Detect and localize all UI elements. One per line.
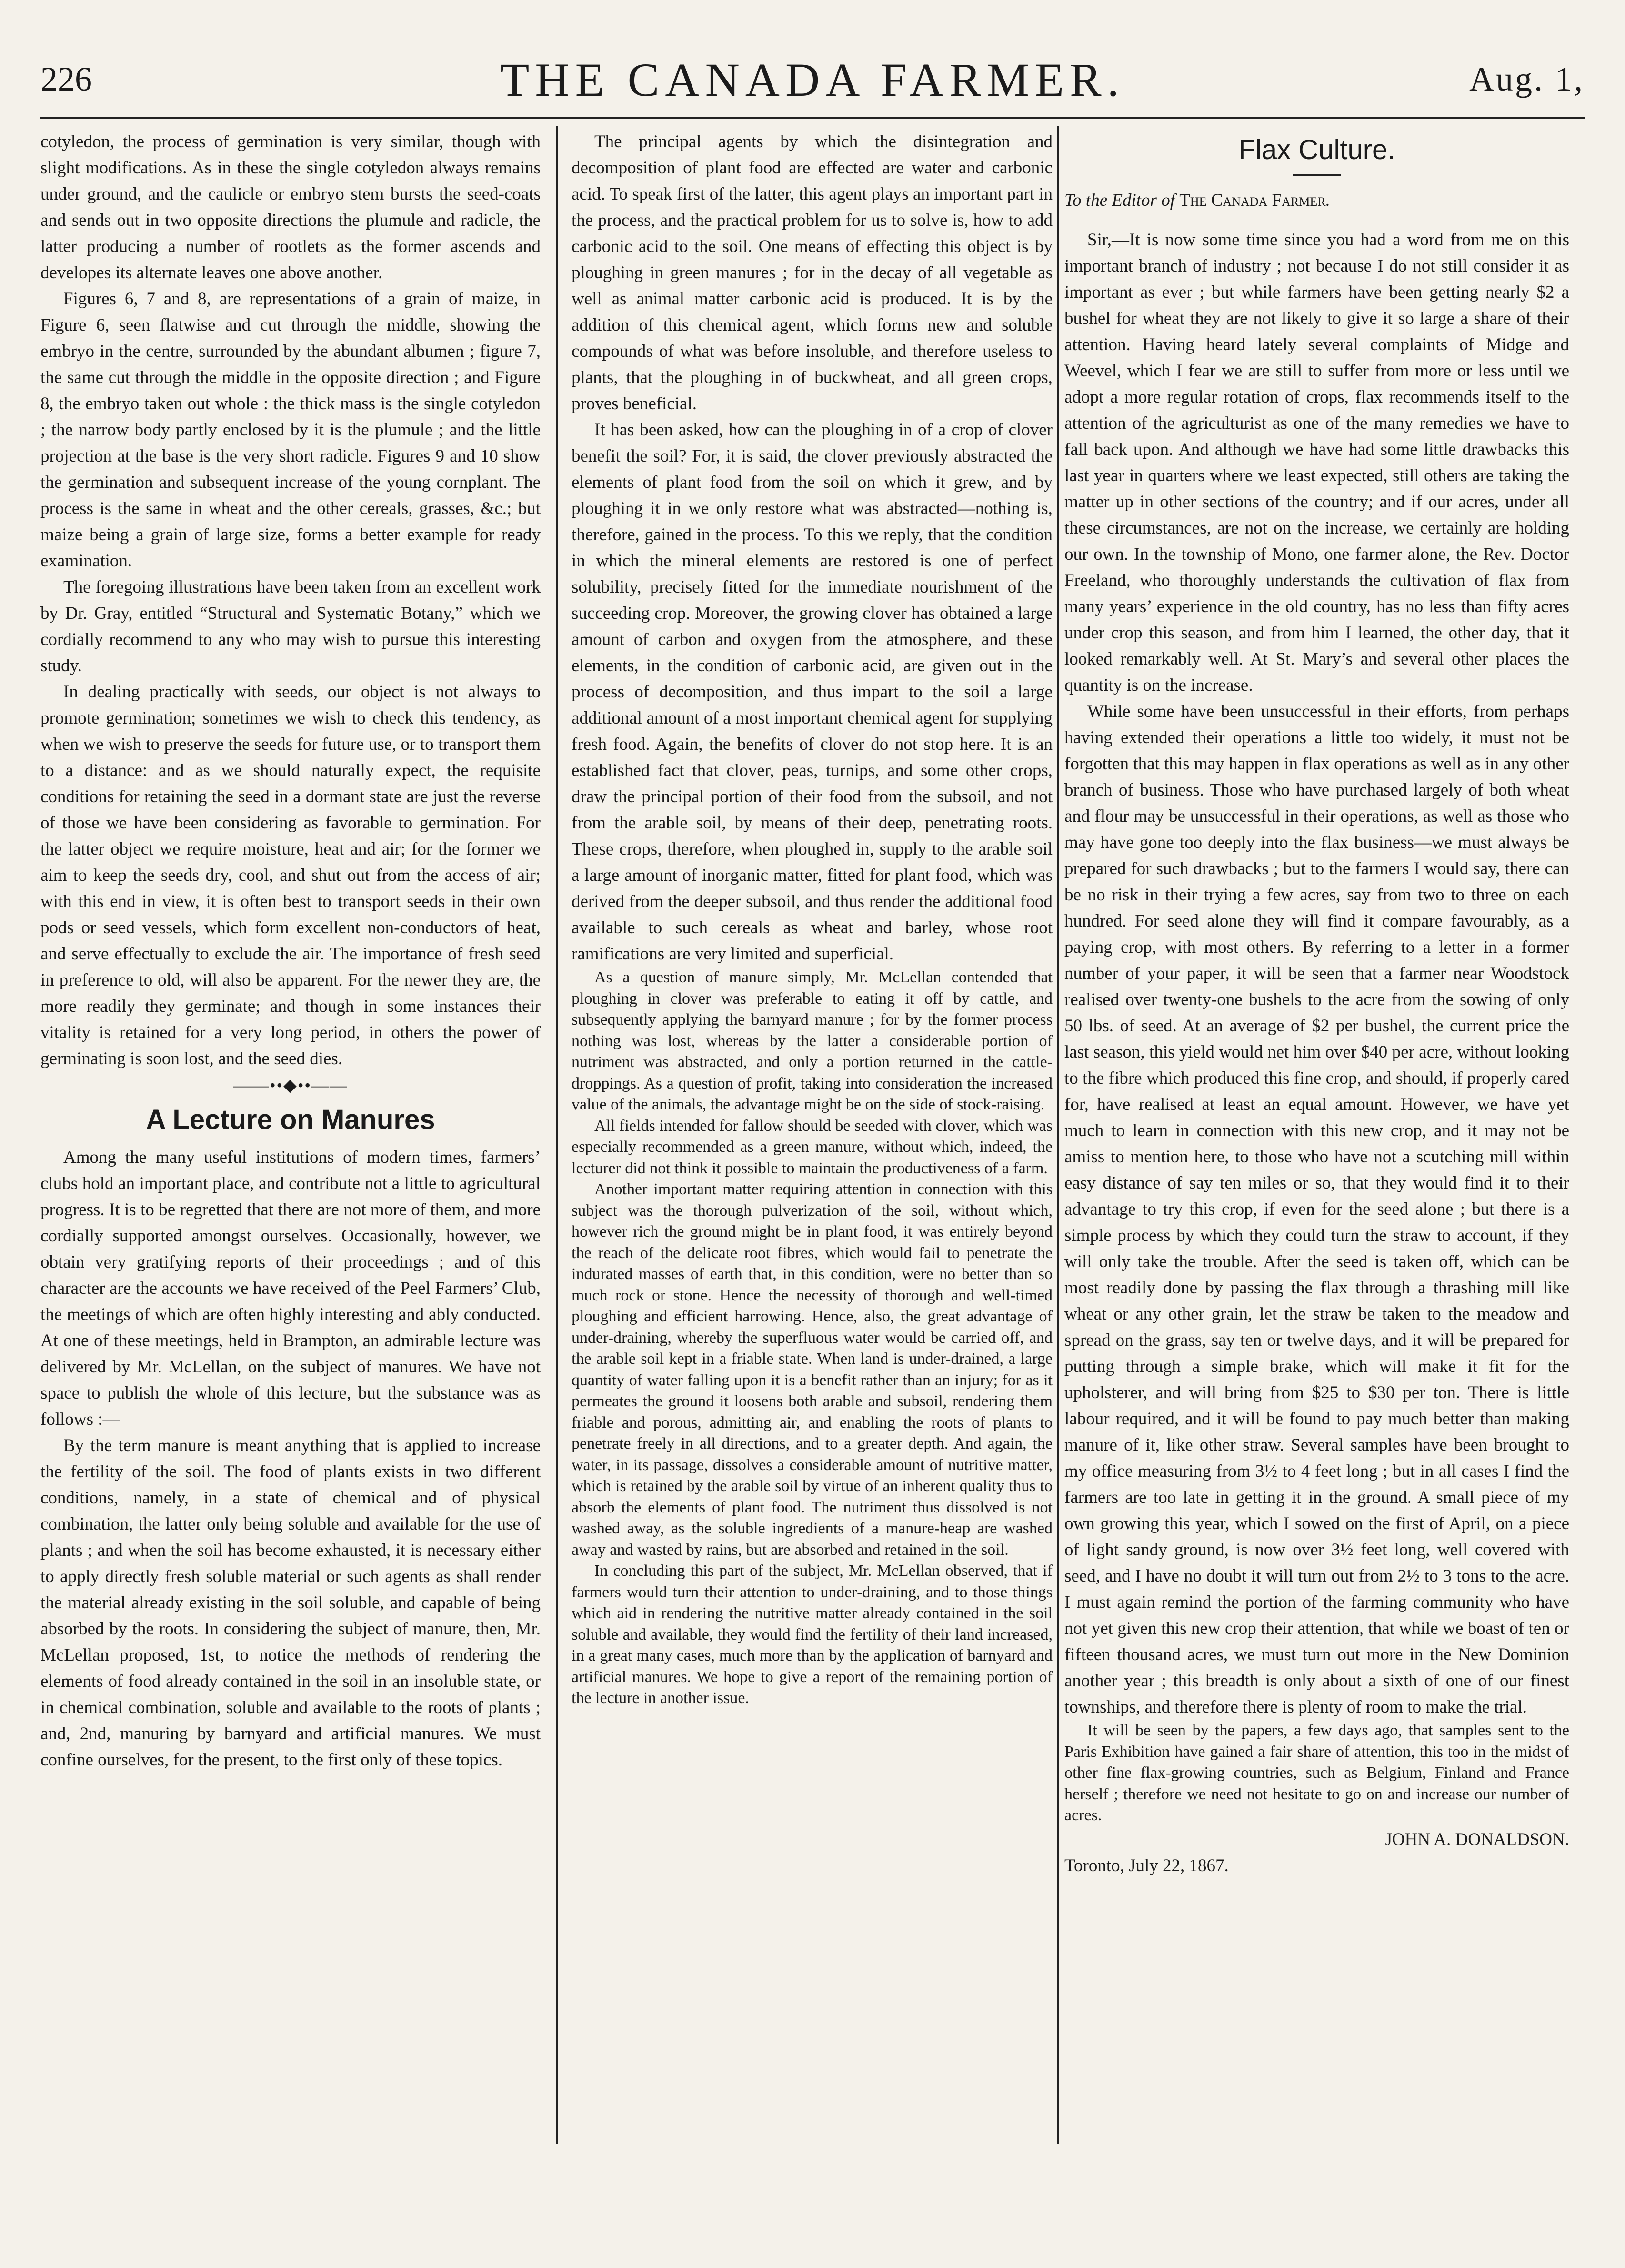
salutation-prefix: To the Editor of: [1064, 191, 1175, 210]
column-rule-1: [556, 126, 558, 2144]
column-right: [1064, 129, 1569, 1879]
paragraph: While some have been unsuccessful in their efforts, from perhaps having extended their operations a little too widely, it must not be forgotten that this may happen in flax operations as well as in any other branch of business. Those who have purchased largely of both wheat and flour may be unsuccessful in their operations, as well as those who may have gone too deeply into the flax business—we must always be prepared for such drawbacks ; but to the farmers I would say, there can be no risk in their trying a few acres, say from two to three on each hundred. For seed alone they will find it compare favourably, as a paying crop, with most others. By referring to a letter in a former number of your paper, it will be seen that a farmer near Woodstock realised over twenty-one bushels to the acre from the sowing of only 50 lbs. of seed. At an average of $2 per bushel, the current price the last season, this yield would net him over $40 per acre, without looking to the fibre which produced this fine crop, and should, if properly cared for, have realised at least an equal amount. However, we have yet much to learn in connection with this new crop, and it may not be amiss to mention here, to those who have not a scutching mill within easy distance of say ten miles or so, that they would find it to their advantage to try this crop, if even for the seed alone ; but there is a simple process by which they could turn the straw to account, if they will only take the trouble. After the seed is taken off, which can be most readily done by passing the flax through a thrashing mill like wheat or any other grain, let the straw be taken to the meadow and spread on the grass, say ten or twelve days, and it will be prepared for putting through a simple brake, which will make it fit for the upholsterer, and will bring from $25 to $30 per ton. There is little labour required, and it will be found to pay much better than making manure of it, like other straw. Several samples have been brought to my office measuring from 3½ to 4 feet long ; but in all cases I find the farmers are too late in getting it in the ground. A small piece of my own growing this year, which I sowed on the first of April, on a piece of light sandy ground, is now over 3½ feet long, well covered with seed, and I have no doubt it will turn out from 2½ to 3 tons to the acre. I must again remind the portion of the farming community who have not yet given this new crop their attention, that while we boast of ten or fifteen thousand acres, we must turn out more in the New Dominion another year ; this breadth is only about a sixth of one of our finest townships, and therefore there is plenty of room to make the trial.: [1064, 702, 1569, 1717]
paragraph: The foregoing illustrations have been taken from an excellent work by Dr. Gray, entitled “Structural and Systematic Botany,” which we cordially recommend to any who may wish to pursue this interesting study.: [40, 577, 541, 675]
paragraph: In concluding this part of the subject, Mr. McLellan observed, that if farmers would turn their attention to under-draining, and to those things which aid in rendering the nutritive matter already contained in the soil soluble and available, they would find the fertility of their land increased, in a great many cases, much more than by the application of barnyard and artificial manures. We hope to give a report of the remaining portion of the lecture in another issue.: [572, 1562, 1053, 1707]
page-header: [40, 52, 1585, 110]
paragraph: By the term manure is meant anything that is applied to increase the fertility of the soil. The food of plants exists in two different conditions, namely, in a state of chemical and of physical combination, the latter only being soluble and available for the use of plants ; and when the soil has become exhausted, it is necessary either to apply directly fresh soluble material or such agents as shall render the material already existing in the soil soluble, and capable of being absorbed by the roots. In considering the subject of manure, then, Mr. McLellan proposed, 1st, to notice the methods of rendering the elements of food already contained in the soil in an insoluble state, or in chemical combination, soluble and available to the roots of plants ; and, 2nd, manuring by barnyard and artificial manures. We must confine ourselves, for the present, to the first only of these topics.: [40, 1436, 541, 1770]
paragraph: All fields intended for fallow should be seeded with clover, which was especially recommended as a green manure, without which, indeed, the lecturer did not think it possible to maintain the productiveness of a farm.: [572, 1117, 1053, 1177]
paragraph: It will be seen by the papers, a few days ago, that samples sent to the Paris Exhibition have gained a fair share of attention, this too in the midst of other fine flax-growing countries, such as Belgium, Finland and France herself ; therefore we need not hesitate to go on and increase our number of acres.: [1064, 1722, 1569, 1824]
masthead-title: THE CANADA FARMER.: [500, 53, 1125, 106]
heading-rule: [1293, 174, 1341, 176]
paragraph: cotyledon, the process of germination is very similar, though with slight modifications. As in these the single cotyledon always remains under ground, and the caulicle or embryo stem bursts the seed-coats and sends out in two opposite directions the plumule and radicle, the latter producing a number of rootlets as the former ascends and developes its alternate leaves one above another.: [40, 132, 541, 282]
page-number: 226: [40, 60, 92, 98]
paragraph: Another important matter requiring attention in connection with this subject was the thorough pulverization of the soil, without which, however rich the ground might be in plant food, it was entirely beyond the reach of the delicate root fibres, which would fail to penetrate the indurated masses of earth that, in this condition, were no better than so much rock or stone. Hence the necessity of thorough and well-timed ploughing and efficient harrowing. Hence, also, the great advantage of under-draining, whereby the superfluous water would be carried off, and the arable soil kept in a friable state. When land is under-drained, a large quantity of water falling upon it is a benefit rather than an injury; for as it permeates the ground it loosens both arable and subsoil, rendering them friable and porous, admitting air, and enabling the roots of plants to penetrate freely in all directions, and to a greater depth. And again, the water, in its passage, dissolves a considerable amount of nutritive matter, which is retained by the arable soil by virtue of an inherent quality thus to absorb the elements of plant food. The nutriment thus dissolved is not washed away, as the soluble ingredients of a manure-heap are washed away and wasted by rains, but are absorbed and retained in the soil.: [572, 1180, 1053, 1559]
paragraph: It has been asked, how can the ploughing in of a crop of clover benefit the soil? For, it is said, the clover previously abstracted the elements of plant food from the soil on which it grew, and by ploughing it in we only restore what was abstracted—nothing is, therefore, gained in the process. To this we reply, that the condition in which the mineral elements are restored is one of perfect solubility, precisely fitted for the immediate nourishment of the succeeding crop. Moreover, the growing clover has obtained a large amount of carbon and oxygen from the atmosphere, and these elements, in the condition of carbonic acid, are given out in the process of decomposition, and thus impart to the soil a large additional amount of a most important chemical agent for supplying fresh food. Again, the benefits of clover do not stop here. It is an established fact that clover, peas, turnips, and some other crops, draw the principal portion of their food from the subsoil, and not from the arable soil, by means of their deep, penetrating roots. These crops, therefore, when ploughed in, supply to the arable soil a large amount of inorganic matter, fitted for plant food, which was derived from the deeper subsoil, and thus render the additional food available to such cereals as wheat and barley, whose root ramifications are very limited and superficial.: [572, 420, 1053, 964]
salutation: [1064, 187, 1569, 213]
column-middle: [572, 129, 1053, 1709]
article-heading-manures: A Lecture on Manures: [146, 1104, 435, 1135]
article-heading-flax: Flax Culture.: [1238, 134, 1395, 165]
ornamental-divider: ——••◆••——: [233, 1076, 348, 1095]
issue-date: Aug. 1,: [1469, 60, 1585, 98]
column-left: [40, 129, 541, 1773]
salutation-suffix: .: [1325, 191, 1330, 210]
salutation-name: The Canada Farmer: [1179, 191, 1326, 210]
paragraph: The principal agents by which the disintegration and decomposition of plant food are effected are water and carbonic acid. To speak first of the latter, this agent plays an important part in the process, and the practical problem for us to solve is, how to add carbonic acid to the soil. One means of effecting this object is by ploughing in green manures ; for in the decay of all vegetable as well as animal matter carbonic acid is produced. It is by the addition of this chemical agent, which forms new and soluble compounds of what was before insoluble, and therefore useless to plants, that the ploughing in of buckwheat, and all green crops, proves beneficial.: [572, 132, 1053, 413]
header-rule: [40, 117, 1585, 119]
paragraph: Figures 6, 7 and 8, are representations of a grain of maize, in Figure 6, seen flatwise and cut through the middle, showing the embryo in the centre, surrounded by the abundant albumen ; figure 7, the same cut through the middle in the opposite direction ; and Figure 8, the embryo taken out whole : the thick mass is the single cotyledon ; the narrow body partly enclosed by it is the plumule ; and the little projection at the base is the very short radicle. Figures 9 and 10 show the germination and subsequent increase of the young cornplant. The process is the same in wheat and the other cereals, grasses, &c.; but maize being a grain of large size, forms a better example for ready examination.: [40, 289, 541, 571]
column-rule-2: [1057, 126, 1059, 2144]
signature: JOHN A. DONALDSON.: [1385, 1829, 1569, 1849]
paragraph: In dealing practically with seeds, our object is not always to promote germination; sometimes we wish to check this tendency, as when we wish to preserve the seeds for future use, or to transport them to a distance: and as we should naturally expect, the requisite conditions for retaining the seed in a dormant state are just the reverse of those we have been considering as favorable to germination. For the latter object we require moisture, heat and air; for the former we aim to keep the seeds dry, cool, and shut out from the access of air; with this end in view, it is often best to transport seeds in their own pods or seed vessels, which form excellent non-conductors of heat, and serve effectually to exclude the air. The importance of fresh seed in preference to old, will also be apparent. For the newer they are, the more readily they germinate; and though in some instances their vitality is retained for a very long period, in others the power of germinating is soon lost, and the seed dies.: [40, 682, 541, 1068]
paragraph: Among the many useful institutions of modern times, farmers’ clubs hold an important place, and contribute not a little to agricultural progress. It is to be regretted that there are not more of them, and more cordially supported amongst ourselves. Occasionally, however, we obtain very gratifying reports of their proceedings ; and of this character are the accounts we have received of the Peel Farmers’ Club, the meetings of which are often highly interesting and ably conducted. At one of these meetings, held in Brampton, an admirable lecture was delivered by Mr. McLellan, on the subject of manures. We have not space to publish the whole of this lecture, but the substance was as follows :—: [40, 1148, 541, 1429]
paragraph: As a question of manure simply, Mr. McLellan contended that ploughing in clover was preferable to eating it off by cattle, and subsequently applying the barnyard manure ; for by the former process nothing was lost, whereas by the latter a considerable portion of nutriment was abstracted, and only a portion returned in the cattle-droppings. As a question of profit, taking into consideration the increased value of the animals, the advantage might be on the side of stock-raising.: [572, 968, 1053, 1113]
dateline: Toronto, July 22, 1867.: [1064, 1855, 1229, 1875]
paragraph: Sir,—It is now some time since you had a word from me on this important branch of industry ; not because I do not still consider it as important as ever ; but while farmers have been getting nearly $2 a bushel for wheat they are not likely to give it so large a share of their attention. Having heard lately several complaints of Midge and Weevel, which I fear we are still to suffer from more or less until we adopt a more regular rotation of crops, flax recommends itself to the attention of the agriculturist as one of the many remedies we have to fall back upon. And although we have had some little drawbacks this last year in quarters where we least expected, still others are taking the matter up in other sections of the country; and if our acres, under all these circumstances, are not on the increase, we certainly are holding our own. In the township of Mono, one farmer alone, the Rev. Doctor Freeland, who thoroughly understands the cultivation of flax from many years’ experience in the old country, has no less than fifty acres under crop this season, and from him I learned, the other day, that it looked remarkably well. At St. Mary’s and several other places the quantity is on the increase.: [1064, 230, 1569, 695]
